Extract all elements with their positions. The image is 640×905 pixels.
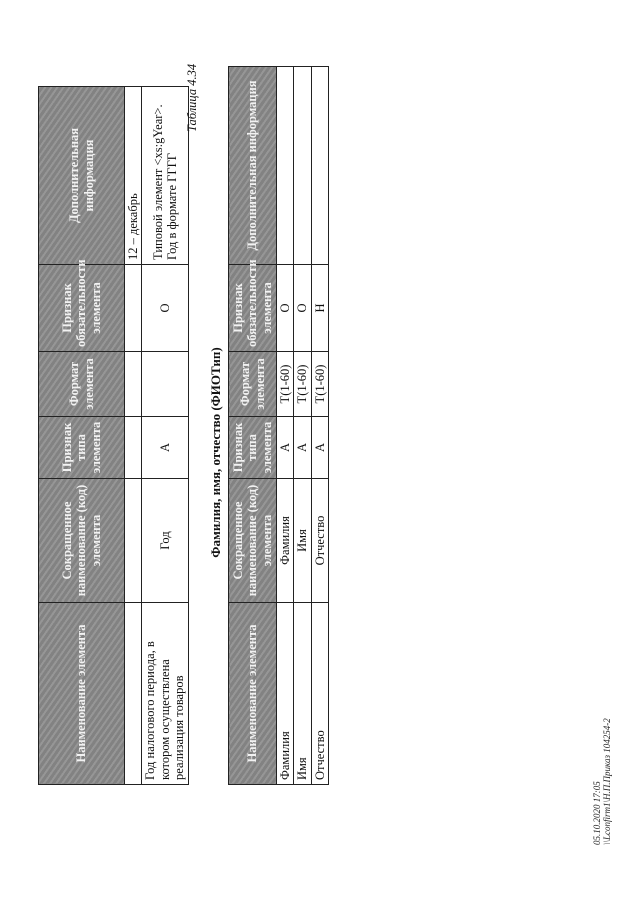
header-cell: Признак обязательности элемента bbox=[229, 265, 277, 352]
table-row bbox=[277, 67, 294, 785]
header-cell: Дополнительная информация bbox=[229, 67, 277, 265]
info-cell bbox=[311, 67, 328, 265]
element-format-cell: T(1-60) bbox=[294, 352, 311, 417]
info-cell bbox=[277, 67, 294, 265]
header-cell: Признак обязательности элемента bbox=[39, 265, 125, 352]
fio-table bbox=[228, 66, 329, 785]
info-cell: Типовой элемент <xs:gYear>. Год в формате ГГГГ bbox=[142, 87, 188, 265]
header-cell: Формат элемента bbox=[229, 352, 277, 417]
element-format-cell: T(1-60) bbox=[311, 352, 328, 417]
element-type-cell: А bbox=[142, 417, 188, 479]
table-title: Фамилия, имя, отчество (ФИОТип) bbox=[208, 347, 223, 558]
top-table-header-row bbox=[39, 87, 125, 785]
empty-cell bbox=[125, 603, 142, 785]
element-code-cell: Год bbox=[142, 479, 188, 603]
element-code-cell: Имя bbox=[294, 479, 311, 603]
table-caption: Таблица 4.34 bbox=[185, 63, 199, 132]
element-type-cell: А bbox=[311, 417, 328, 479]
element-required-cell: О bbox=[142, 265, 188, 352]
element-name-cell: Имя bbox=[294, 603, 311, 785]
header-cell: Дополнительная информация bbox=[39, 87, 125, 265]
header-cell: Признак типа элемента bbox=[229, 417, 277, 479]
header-cell: Признак типа элемента bbox=[39, 417, 125, 479]
element-code-cell: Фамилия bbox=[277, 479, 294, 603]
info-cell bbox=[294, 67, 311, 265]
header-cell: Сокращенное наименование (код) элемента bbox=[39, 479, 125, 603]
header-cell: Наименование элемента bbox=[229, 603, 277, 785]
element-required-cell: Н bbox=[311, 265, 328, 352]
empty-cell bbox=[125, 479, 142, 603]
table-row bbox=[125, 87, 142, 785]
stamp-date: 05.10.2020 17:05 bbox=[592, 781, 602, 845]
table-row bbox=[311, 67, 328, 785]
info-cell: 12 – декабрь bbox=[125, 87, 142, 265]
empty-cell bbox=[125, 417, 142, 479]
fio-table-header-row bbox=[229, 67, 277, 785]
top-table bbox=[38, 86, 189, 785]
header-cell: Наименование элемента bbox=[39, 603, 125, 785]
element-type-cell: А bbox=[294, 417, 311, 479]
table-row bbox=[142, 87, 188, 785]
element-code-cell: Отчество bbox=[311, 479, 328, 603]
element-required-cell: О bbox=[277, 265, 294, 352]
stamp-path: \\Lconfirm1\Н.П.Приказ 104254-2 bbox=[602, 718, 613, 845]
empty-cell bbox=[125, 265, 142, 352]
element-name-cell: Год налогового периода, в котором осуществлена реализация товаров bbox=[142, 603, 188, 785]
element-name-cell: Фамилия bbox=[277, 603, 294, 785]
print-stamp bbox=[592, 718, 613, 845]
header-cell: Сокращенное наименование (код) элемента bbox=[229, 479, 277, 603]
empty-cell bbox=[125, 352, 142, 417]
table-row bbox=[294, 67, 311, 785]
element-format-cell: T(1-60) bbox=[277, 352, 294, 417]
element-format-cell bbox=[142, 352, 188, 417]
element-required-cell: О bbox=[294, 265, 311, 352]
element-name-cell: Отчество bbox=[311, 603, 328, 785]
element-type-cell: А bbox=[277, 417, 294, 479]
header-cell: Формат элемента bbox=[39, 352, 125, 417]
